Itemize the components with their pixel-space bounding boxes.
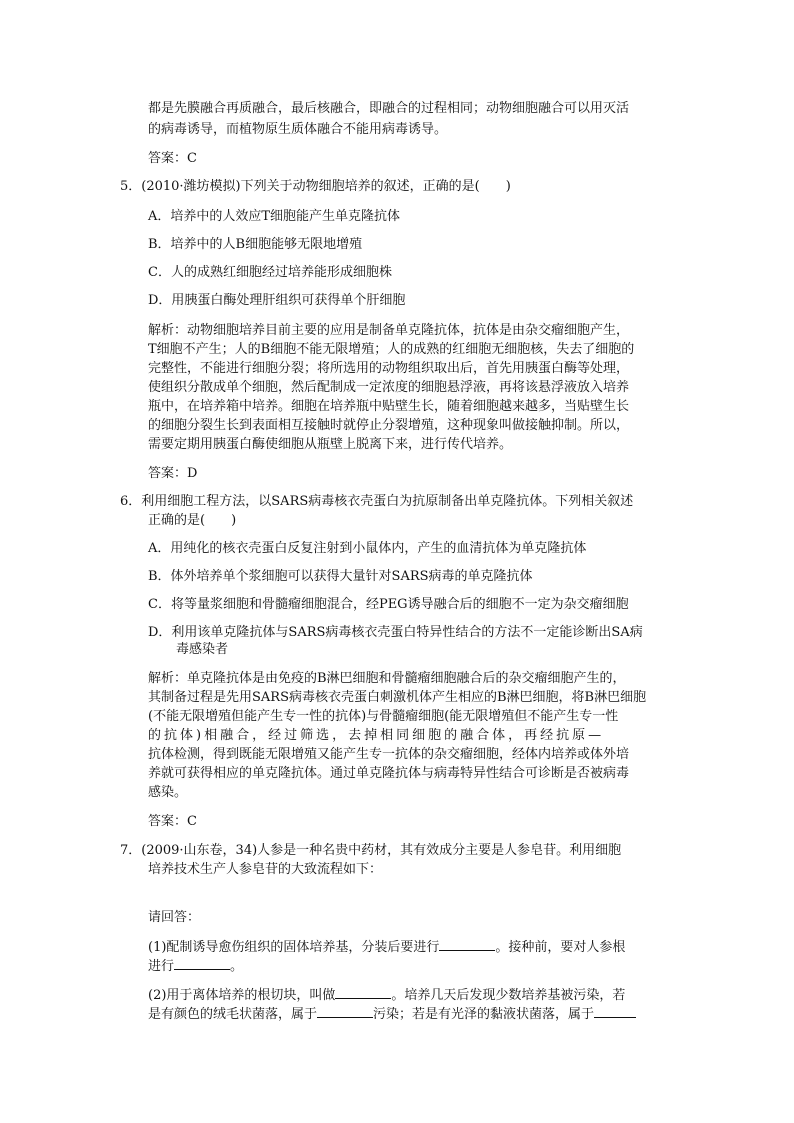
intro-line-1: 都是先膜融合再质融合，最后核融合，即融合的过程相同；动物细胞融合可以用灭活: [148, 101, 630, 116]
intro-line-2: 的病毒诱导，而植物原生质体融合不能用病毒诱导。: [148, 122, 448, 137]
q6-analysis-line-4: 的抗体)相融合，经过筛选，去掉相同细胞的融合体，再经抗原—: [148, 728, 605, 743]
q5-analysis-line-1: 解析：动物细胞培养目前主要的应用是制备单克隆抗体，抗体是由杂交瘤细胞产生，: [148, 323, 630, 338]
q6-analysis-line-7: 感染。: [148, 785, 188, 800]
q7-sub1-line-2: [148, 957, 243, 975]
q5-stem: 5．(2010·潍坊模拟)下列关于动物细胞培养的叙述，正确的是( ): [120, 179, 511, 194]
q5-option-c: C．人的成熟红细胞经过培养能形成细胞株: [148, 265, 392, 280]
q7-sub1-text-3: 进行: [148, 959, 175, 974]
q6-analysis-line-5: 抗体检测，得到既能无限增殖又能产生专一抗体的杂交瘤细胞，经体内培养或体外培: [148, 747, 630, 762]
q5-option-b: B．培养中的人B细胞能够无限地增殖: [148, 237, 363, 252]
q6-option-d-line-1: D．利用该单克隆抗体与SARS病毒核衣壳蛋白特异性结合的方法不一定能诊断出SA病: [148, 625, 643, 640]
q6-analysis-line-6: 养就可获得相应的单克隆抗体。通过单克隆抗体与病毒特异性结合可诊断是否被病毒: [148, 766, 630, 781]
answer-blank[interactable]: [317, 1005, 373, 1018]
q7-stem-line-1: 7．(2009·山东卷，34)人参是一种名贵中药材，其有效成分主要是人参皂苷。利用细胞: [120, 843, 622, 858]
q5-answer: 答案：D: [148, 466, 198, 481]
q5-analysis-line-3: 完整性，不能进行细胞分裂；将所选用的动物组织取出后，首先用胰蛋白酶等处理，: [148, 361, 630, 376]
q6-analysis-line-3: (不能无限增殖但能产生专一性的抗体)与骨髓瘤细胞(能无限增殖但不能产生专一性: [148, 709, 619, 724]
q6-stem-line-1: 6．利用细胞工程方法，以SARS病毒核衣壳蛋白为抗原制备出单克隆抗体。下列相关叙述: [120, 494, 634, 509]
q5-analysis-line-7: 需要定期用胰蛋白酶使细胞从瓶壁上脱离下来，进行传代培养。: [148, 437, 513, 452]
q6-analysis-line-1: 解析：单克隆抗体是由免疫的B淋巴细胞和骨髓瘤细胞融合后的杂交瘤细胞产生的，: [148, 671, 626, 686]
q7-sub2-text-3: 是有颜色的绒毛状菌落，属于: [148, 1007, 318, 1022]
q7-sub1-line-1: [148, 938, 625, 956]
q7-sub1-text-2: 。接种前，要对人参根: [495, 940, 626, 955]
q5-option-d: D．用胰蛋白酶处理肝组织可获得单个肝细胞: [148, 293, 406, 308]
q7-sub1-text-1: (1)配制诱导愈伤组织的固体培养基，分装后要进行: [148, 940, 440, 955]
q7-sub2-line-2: [148, 1005, 636, 1023]
q6-option-a: A．用纯化的核衣壳蛋白反复注射到小鼠体内，产生的血清抗体为单克隆抗体: [148, 541, 587, 556]
q5-analysis-line-5: 瓶中，在培养箱中培养。细胞在培养瓶中贴壁生长，随着细胞越来越多，当贴壁生长: [148, 399, 630, 414]
q6-stem-line-2: 正确的是( ): [148, 513, 237, 528]
q6-analysis-line-2: 其制备过程是先用SARS病毒核衣壳蛋白刺激机体产生相应的B淋巴细胞，将B淋巴细胞: [148, 690, 647, 705]
answer-blank[interactable]: [174, 957, 230, 970]
q7-sub2-line-1: [148, 986, 625, 1004]
q5-analysis-line-4: 使组织分散成单个细胞，然后配制成一定浓度的细胞悬浮液，再将该悬浮液放入培养: [148, 380, 630, 395]
q7-prompt: 请回答：: [148, 910, 201, 925]
q7-sub2-text-1: (2)用于离体培养的根切块，叫做: [148, 988, 336, 1003]
intro-answer: 答案：C: [148, 151, 197, 166]
answer-blank[interactable]: [335, 986, 391, 999]
q5-option-a: A．培养中的人效应T细胞能产生单克隆抗体: [148, 209, 401, 224]
q7-sub2-text-2: 。培养几天后发现少数培养基被污染，若: [391, 988, 626, 1003]
answer-blank[interactable]: [594, 1005, 636, 1018]
answer-blank[interactable]: [439, 938, 495, 951]
q7-stem-line-2: 培养技术生产人参皂苷的大致流程如下：: [148, 862, 383, 877]
q6-option-b: B．体外培养单个浆细胞可以获得大量针对SARS病毒的单克隆抗体: [148, 569, 533, 584]
q7-sub2-text-4: 污染；若是有光泽的黏液状菌落，属于: [373, 1007, 595, 1022]
q5-analysis-line-2: T细胞不产生；人的B细胞不能无限增殖；人的成熟的红细胞无细胞核，失去了细胞的: [148, 342, 635, 357]
q7-sub1-text-4: 。: [230, 959, 244, 974]
q5-analysis-line-6: 的细胞分裂生长到表面相互接触时就停止分裂增殖，这种现象叫做接触抑制。所以，: [148, 418, 630, 433]
q6-answer: 答案：C: [148, 814, 197, 829]
q6-option-d-line-2: 毒感染者: [176, 642, 229, 657]
q6-option-c: C．将等量浆细胞和骨髓瘤细胞混合，经PEG诱导融合后的细胞不一定为杂交瘤细胞: [148, 597, 629, 612]
